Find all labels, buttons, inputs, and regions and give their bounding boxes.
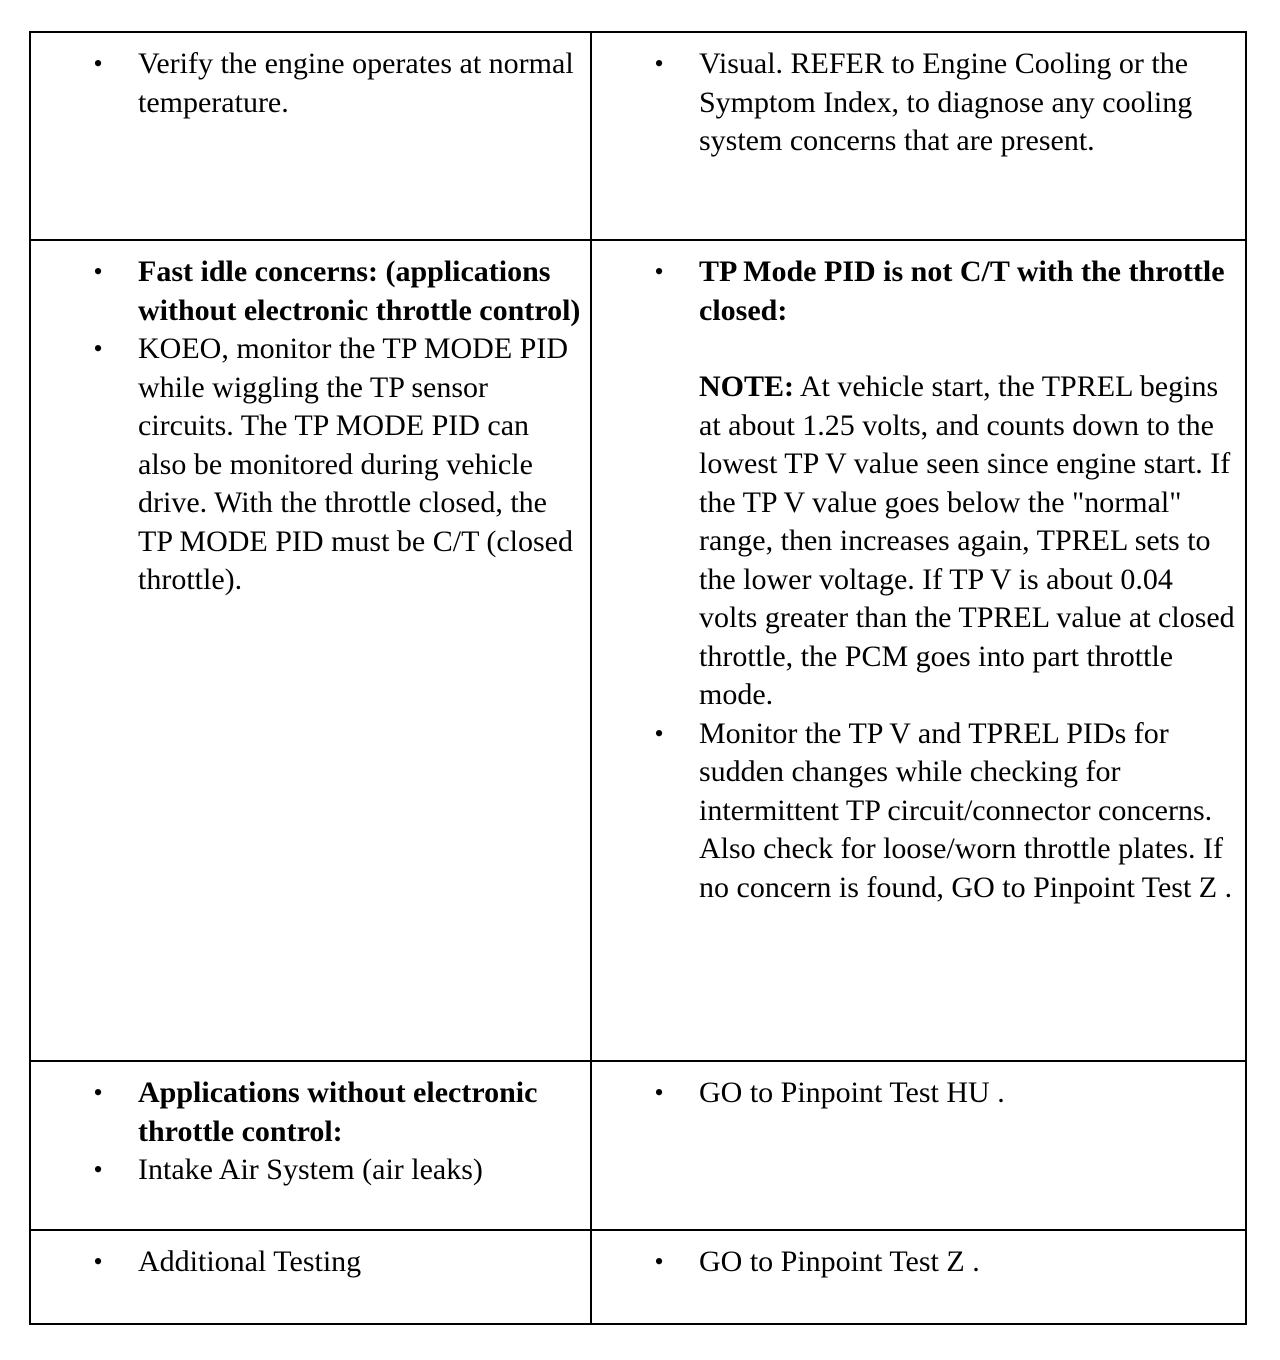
list-item bbox=[31, 1243, 590, 1282]
condition-cell bbox=[30, 1230, 591, 1324]
action-cell bbox=[591, 240, 1246, 1061]
bullet-list bbox=[592, 1243, 1245, 1282]
note-paragraph bbox=[592, 368, 1245, 715]
bullet-list bbox=[31, 45, 590, 122]
bullet-icon: • bbox=[93, 334, 103, 363]
note-text: At vehicle start, the TPREL begins at about 1.25 volts, and counts down to the lowest TP V value seen since engine start. If the TP V value goes below the "normal" range, then increases again, TPREL sets to the lower voltage. If TP V is about 0.04 volts greater than the TPREL value at closed throttle, the PCM goes into part throttle mode. bbox=[699, 370, 1235, 711]
condition-cell bbox=[30, 240, 591, 1061]
action-text: Monitor the TP V and TPREL PIDs for sudden changes while checking for intermittent TP circuit/connector concerns. Also check for loose/worn throttle plates. If no concern is found, GO to Pinpoint Test Z . bbox=[699, 716, 1233, 904]
bullet-list bbox=[31, 1243, 590, 1282]
bullet-icon: • bbox=[93, 257, 103, 286]
action-heading: TP Mode PID is not C/T with the throttle closed: bbox=[699, 255, 1225, 327]
action-text: GO to Pinpoint Test HU . bbox=[699, 1076, 1005, 1109]
action-cell bbox=[591, 1230, 1246, 1324]
list-item bbox=[592, 45, 1245, 161]
bullet-icon: • bbox=[654, 718, 664, 748]
diagnostic-table bbox=[29, 31, 1247, 1325]
list-item bbox=[31, 45, 590, 122]
bullet-list bbox=[592, 253, 1245, 330]
bullet-icon: • bbox=[654, 257, 664, 286]
condition-text: Intake Air System (air leaks) bbox=[138, 1153, 483, 1186]
list-item bbox=[31, 330, 590, 600]
list-item bbox=[592, 1074, 1245, 1113]
condition-heading: Fast idle concerns: (applications without electronic throttle control) bbox=[138, 255, 581, 327]
list-item bbox=[592, 1243, 1245, 1282]
condition-text: Verify the engine operates at normal temperature. bbox=[138, 47, 574, 119]
bullet-icon: • bbox=[654, 1078, 664, 1107]
bullet-list bbox=[592, 1074, 1245, 1113]
action-cell bbox=[591, 1061, 1246, 1230]
bullet-icon: • bbox=[93, 49, 103, 78]
note-label: NOTE: bbox=[699, 370, 795, 403]
table-row bbox=[30, 32, 1246, 240]
bullet-icon: • bbox=[654, 1247, 664, 1276]
list-item bbox=[31, 1151, 590, 1190]
bullet-icon: • bbox=[654, 49, 664, 78]
bullet-list bbox=[592, 715, 1245, 908]
condition-heading: Applications without electronic throttle control: bbox=[138, 1076, 538, 1148]
bullet-icon: • bbox=[93, 1247, 103, 1276]
condition-cell bbox=[30, 1061, 591, 1230]
action-text: GO to Pinpoint Test Z . bbox=[699, 1245, 980, 1278]
list-item bbox=[592, 253, 1245, 330]
list-item bbox=[31, 253, 590, 330]
bullet-icon: • bbox=[93, 1155, 103, 1184]
bullet-list bbox=[31, 253, 590, 600]
action-text: Visual. REFER to Engine Cooling or the Symptom Index, to diagnose any cooling system concerns that are present. bbox=[699, 47, 1193, 157]
bullet-list bbox=[31, 1074, 590, 1190]
list-item bbox=[592, 715, 1245, 908]
table-row bbox=[30, 240, 1246, 1061]
list-item bbox=[31, 1074, 590, 1151]
condition-text: Additional Testing bbox=[138, 1245, 362, 1278]
table-row bbox=[30, 1230, 1246, 1324]
condition-cell bbox=[30, 32, 591, 240]
bullet-list bbox=[592, 45, 1245, 161]
table-row bbox=[30, 1061, 1246, 1230]
condition-text: KOEO, monitor the TP MODE PID while wiggling the TP sensor circuits. The TP MODE PID can also be monitored during vehicle drive. With the throttle closed, the TP MODE PID must be C/T (closed throttle). bbox=[138, 332, 573, 596]
bullet-icon: • bbox=[93, 1078, 103, 1107]
action-cell bbox=[591, 32, 1246, 240]
